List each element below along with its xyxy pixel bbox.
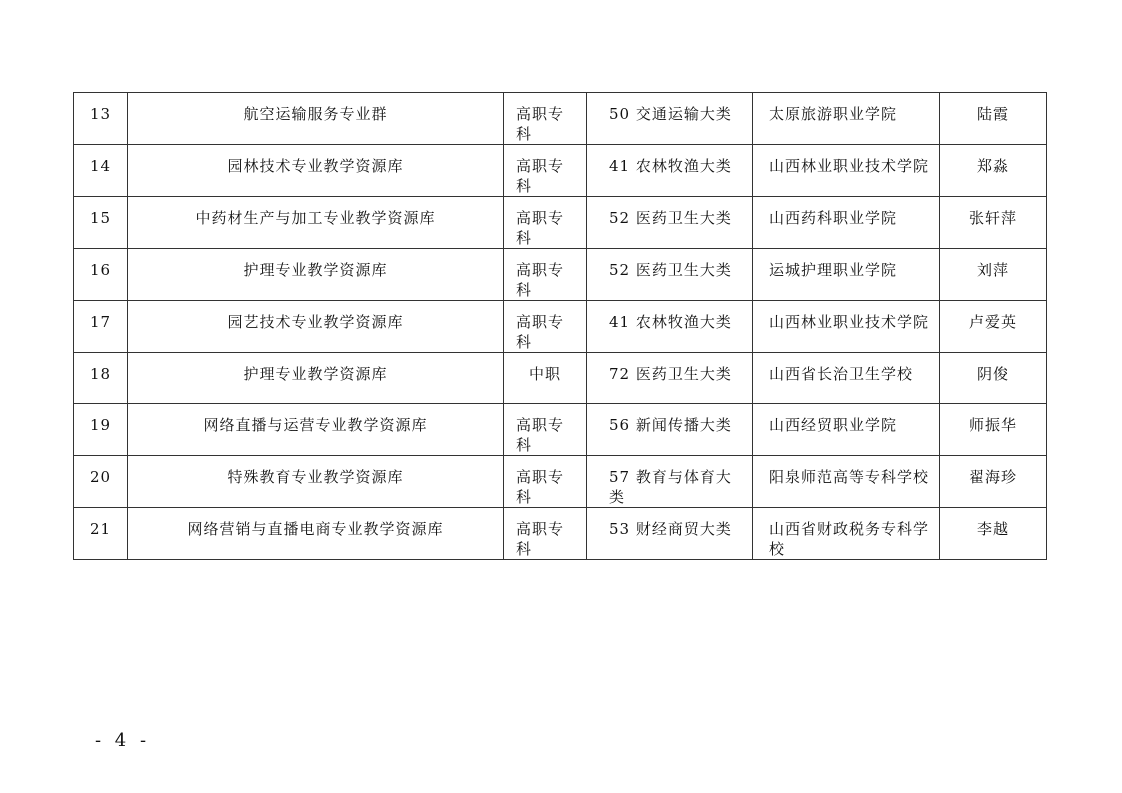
- school-cell: [753, 197, 940, 249]
- level-cell: [504, 508, 587, 560]
- level-cell: [504, 404, 587, 456]
- leader-cell: [940, 456, 1047, 508]
- resource-library-table: [73, 92, 1047, 560]
- level-value: 高职专科: [516, 157, 565, 195]
- school-cell: [753, 353, 940, 404]
- level-value: 高职专科: [516, 209, 565, 247]
- name-value: 护理专业教学资源库: [243, 365, 388, 383]
- leader-cell: [940, 508, 1047, 560]
- name-cell: [128, 145, 504, 197]
- category-cell: [587, 249, 753, 301]
- school-value: 山西林业职业技术学院: [769, 313, 930, 331]
- level-value: 高职专科: [516, 261, 565, 299]
- school-cell: [753, 93, 940, 145]
- category-cell: [587, 197, 753, 249]
- leader-cell: [940, 249, 1047, 301]
- leader-value: 李越: [976, 520, 1009, 538]
- school-value: 运城护理职业学院: [769, 261, 898, 279]
- leader-cell: [940, 353, 1047, 404]
- leader-cell: [940, 197, 1047, 249]
- category-value: 41 农林牧渔大类: [609, 313, 732, 331]
- leader-value: 师振华: [968, 416, 1017, 434]
- name-value: 护理专业教学资源库: [243, 261, 388, 279]
- category-value: 41 农林牧渔大类: [609, 157, 732, 175]
- seq-cell: [74, 249, 128, 301]
- name-cell: [128, 353, 504, 404]
- level-cell: [504, 145, 587, 197]
- category-cell: [587, 404, 753, 456]
- name-value: 园林技术专业教学资源库: [227, 157, 404, 175]
- name-cell: [128, 301, 504, 353]
- school-cell: [753, 301, 940, 353]
- category-value: 52 医药卫生大类: [609, 209, 732, 227]
- level-cell: [504, 301, 587, 353]
- level-value: 中职: [528, 365, 561, 383]
- table-row: [74, 93, 1047, 145]
- school-value: 山西省财政税务专科学校: [769, 520, 930, 558]
- seq-cell: [74, 93, 128, 145]
- seq-value: 19: [89, 416, 112, 434]
- school-value: 山西林业职业技术学院: [769, 157, 930, 175]
- name-cell: [128, 508, 504, 560]
- level-cell: [504, 197, 587, 249]
- level-cell: [504, 456, 587, 508]
- school-cell: [753, 456, 940, 508]
- name-value: 网络直播与运营专业教学资源库: [203, 416, 428, 434]
- leader-value: 张轩萍: [968, 209, 1017, 227]
- category-cell: [587, 456, 753, 508]
- seq-value: 18: [89, 365, 112, 383]
- seq-value: 21: [89, 520, 112, 538]
- seq-value: 17: [89, 313, 112, 331]
- table-row: [74, 197, 1047, 249]
- leader-value: 刘萍: [976, 261, 1009, 279]
- table-row: [74, 145, 1047, 197]
- seq-value: 16: [89, 261, 112, 279]
- category-value: 50 交通运输大类: [609, 105, 732, 123]
- seq-cell: [74, 353, 128, 404]
- table-row: [74, 249, 1047, 301]
- seq-cell: [74, 508, 128, 560]
- name-cell: [128, 404, 504, 456]
- level-value: 高职专科: [516, 416, 565, 454]
- table-row: [74, 508, 1047, 560]
- leader-value: 翟海珍: [968, 468, 1017, 486]
- category-value: 56 新闻传播大类: [609, 416, 732, 434]
- name-value: 网络营销与直播电商专业教学资源库: [187, 520, 444, 538]
- name-cell: [128, 249, 504, 301]
- leader-cell: [940, 93, 1047, 145]
- school-value: 山西经贸职业学院: [769, 416, 898, 434]
- school-value: 山西省长治卫生学校: [769, 365, 914, 383]
- category-value: 72 医药卫生大类: [609, 365, 732, 383]
- name-value: 中药材生产与加工专业教学资源库: [195, 209, 436, 227]
- school-cell: [753, 508, 940, 560]
- seq-value: 13: [89, 105, 112, 123]
- leader-cell: [940, 404, 1047, 456]
- category-cell: [587, 145, 753, 197]
- category-cell: [587, 93, 753, 145]
- table-row: [74, 301, 1047, 353]
- category-value: 53 财经商贸大类: [609, 520, 732, 538]
- leader-value: 阴俊: [976, 365, 1009, 383]
- seq-cell: [74, 301, 128, 353]
- leader-cell: [940, 145, 1047, 197]
- table-row: [74, 404, 1047, 456]
- seq-cell: [74, 145, 128, 197]
- level-value: 高职专科: [516, 313, 565, 351]
- name-cell: [128, 456, 504, 508]
- seq-cell: [74, 197, 128, 249]
- school-value: 山西药科职业学院: [769, 209, 898, 227]
- school-cell: [753, 249, 940, 301]
- level-value: 高职专科: [516, 105, 565, 143]
- seq-cell: [74, 456, 128, 508]
- level-cell: [504, 93, 587, 145]
- category-cell: [587, 508, 753, 560]
- leader-value: 郑淼: [976, 157, 1009, 175]
- school-cell: [753, 145, 940, 197]
- level-cell: [504, 249, 587, 301]
- seq-value: 20: [89, 468, 112, 486]
- school-cell: [753, 404, 940, 456]
- category-cell: [587, 353, 753, 404]
- table-row: [74, 353, 1047, 404]
- level-value: 高职专科: [516, 520, 565, 558]
- name-cell: [128, 93, 504, 145]
- category-value: 57 教育与体育大类: [609, 468, 732, 506]
- leader-value: 陆霞: [976, 105, 1009, 123]
- level-value: 高职专科: [516, 468, 565, 506]
- page-number: - 4 -: [95, 730, 151, 751]
- seq-value: 14: [89, 157, 112, 175]
- name-value: 园艺技术专业教学资源库: [227, 313, 404, 331]
- name-cell: [128, 197, 504, 249]
- school-value: 太原旅游职业学院: [769, 105, 898, 123]
- level-cell: [504, 353, 587, 404]
- leader-value: 卢爱英: [968, 313, 1017, 331]
- leader-cell: [940, 301, 1047, 353]
- seq-cell: [74, 404, 128, 456]
- category-value: 52 医药卫生大类: [609, 261, 732, 279]
- school-value: 阳泉师范高等专科学校: [769, 468, 930, 486]
- seq-value: 15: [89, 209, 112, 227]
- category-cell: [587, 301, 753, 353]
- name-value: 特殊教育专业教学资源库: [227, 468, 404, 486]
- name-value: 航空运输服务专业群: [243, 105, 388, 123]
- table-row: [74, 456, 1047, 508]
